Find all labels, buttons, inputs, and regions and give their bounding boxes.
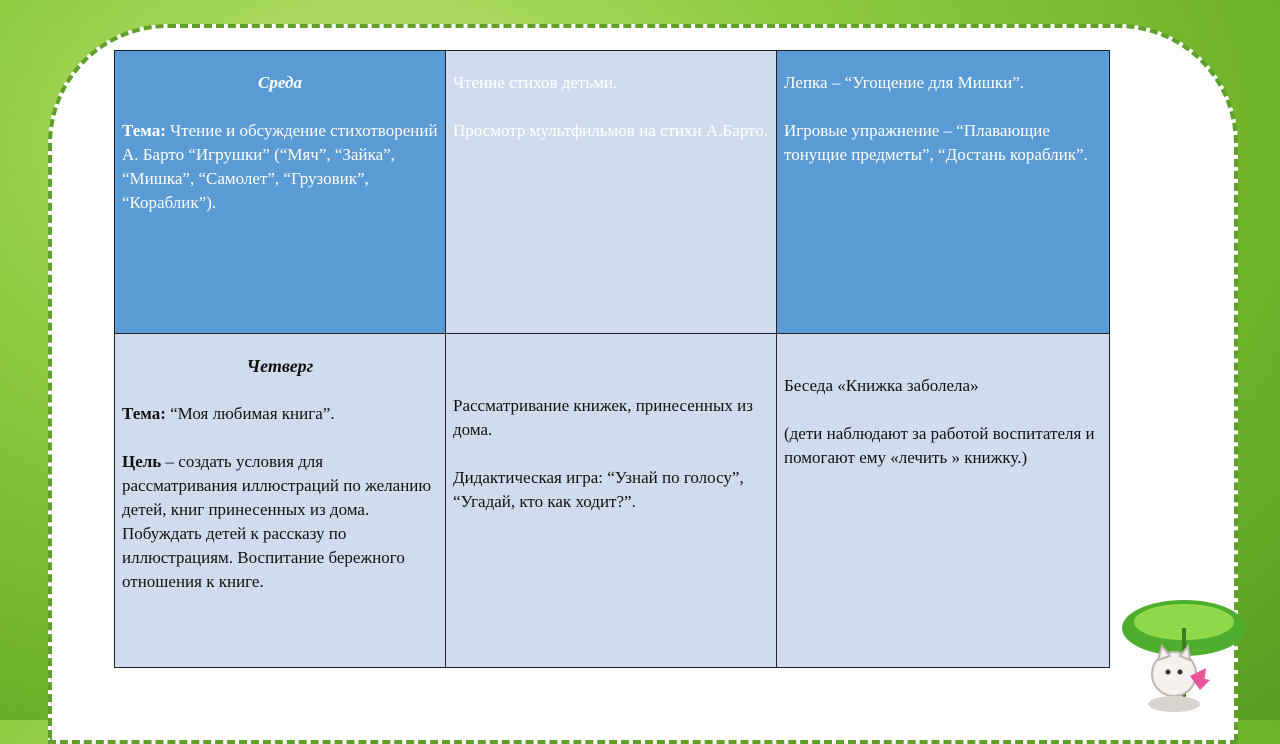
activity-line: Чтение стихов детьми. bbox=[453, 73, 618, 92]
topic-label: Тема: bbox=[122, 121, 166, 140]
cat-umbrella-icon bbox=[1118, 588, 1250, 720]
goal-text: – создать условия для рассматривания иллюстраций по желанию детей, книг принесенных из дома. Побуждать детей к рассказу по иллюстрациям. Воспитание бережного отношения к книге. bbox=[122, 452, 432, 591]
cell-wednesday-activities bbox=[446, 51, 777, 334]
cell-wednesday-extra bbox=[777, 51, 1110, 334]
activity-line: Просмотр мультфильмов на стихи А.Барто. bbox=[453, 121, 768, 140]
activity-line: Дидактическая игра: “Узнай по голосу”, “Угадай, кто как ходит?”. bbox=[453, 468, 744, 511]
topic-text: Чтение и обсуждение стихотворений А. Барто “Игрушки” (“Мяч”, “Зайка”, “Мишка”, “Самолет”, “Грузовик”, “Кораблик”). bbox=[122, 121, 438, 212]
topic-text: “Моя любимая книга”. bbox=[165, 404, 335, 423]
topic-label: Тема: bbox=[122, 404, 166, 423]
extra-line: (дети наблюдают за работой воспитателя и помогают ему «лечить » книжку.) bbox=[784, 424, 1095, 467]
cell-wednesday-topic bbox=[115, 51, 446, 334]
table-row-thursday bbox=[115, 334, 1110, 668]
extra-line: Игровые упражнение – “Плавающие тонущие предметы”, “Достань кораблик”. bbox=[784, 121, 1088, 164]
extra-line: Лепка – “Угощение для Мишки”. bbox=[784, 73, 1025, 92]
topic-paragraph bbox=[122, 402, 438, 426]
cell-thursday-activities bbox=[446, 334, 777, 668]
schedule-table bbox=[114, 50, 1110, 668]
day-title: Среда bbox=[258, 73, 302, 92]
activity-line: Рассматривание книжек, принесенных из дома. bbox=[453, 396, 753, 439]
goal-label: Цель bbox=[122, 452, 162, 471]
goal-paragraph bbox=[122, 450, 438, 594]
cell-thursday-extra bbox=[777, 334, 1110, 668]
day-title: Четверг bbox=[246, 356, 314, 376]
schedule-table-wrap bbox=[114, 50, 1109, 668]
table-row-wednesday bbox=[115, 51, 1110, 334]
extra-line: Беседа «Книжка заболела» bbox=[784, 376, 979, 395]
cell-thursday-topic bbox=[115, 334, 446, 668]
topic-paragraph bbox=[122, 119, 438, 215]
